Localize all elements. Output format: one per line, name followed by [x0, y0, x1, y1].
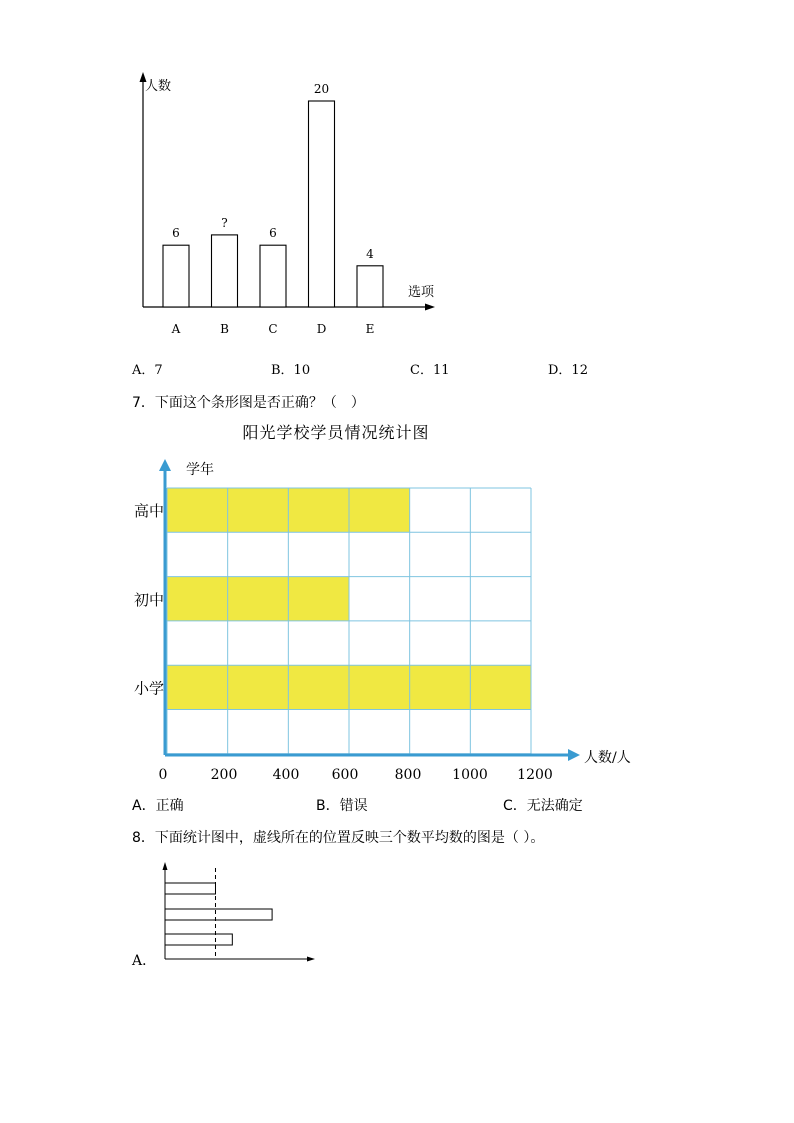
chart1-bar-C	[260, 245, 286, 307]
chart1-bar-E	[357, 266, 383, 307]
average-bar-chart-a	[0, 855, 794, 975]
q6-option-a[interactable]: A．7	[132, 363, 163, 378]
chart2-title: 阳光学校学员情况统计图	[242, 423, 430, 442]
q7-question: 7．下面这个条形图是否正确？（ ）	[132, 395, 365, 411]
chart2-bar-1	[167, 577, 349, 621]
chart1-category-A: A	[171, 322, 181, 336]
chart2-category-0: 高中	[133, 502, 164, 521]
chart1-bar-label-B: ?	[221, 215, 228, 230]
chart2-xlabel: 人数/人	[584, 750, 631, 766]
chart2-category-1: 初中	[133, 590, 164, 609]
q8-question: 8．下面统计图中，虚线所在的位置反映三个数平均数的图是（ ）。	[132, 830, 545, 846]
chart1-bar-label-C: 6	[269, 226, 277, 241]
q6-option-c[interactable]: C．11	[410, 363, 450, 378]
q7-option-c[interactable]: C．无法确定	[503, 798, 583, 814]
chart1-category-B: B	[220, 322, 229, 336]
chart3-bar-2	[165, 934, 232, 945]
chart3-bar-0	[165, 883, 215, 894]
chart2-tick-400: 400	[272, 767, 300, 783]
chart2-tick-800: 800	[394, 767, 422, 783]
chart1-bar-D	[309, 101, 335, 307]
chart1-xlabel: 选项	[408, 285, 435, 300]
chart2-ylabel: 学年	[186, 462, 214, 478]
q7-option-a[interactable]: A．正确	[132, 798, 184, 814]
chart2-tick-1000: 1000	[452, 767, 488, 783]
chart1-ylabel: 人数	[145, 79, 172, 94]
bar-chart-options	[0, 0, 794, 350]
q6-option-d[interactable]: D．12	[548, 363, 588, 378]
chart2-tick-200: 200	[210, 767, 238, 783]
horizontal-bar-chart-students	[0, 410, 794, 790]
chart1-bar-A	[163, 245, 189, 307]
chart1-bar-label-E: 4	[366, 246, 374, 261]
chart1-category-C: C	[268, 322, 278, 336]
chart1-bar-B	[212, 235, 238, 307]
q8-option-a[interactable]: A．	[132, 953, 157, 969]
chart2-tick-600: 600	[331, 767, 359, 783]
q6-option-b[interactable]: B．10	[271, 363, 311, 378]
chart1-category-E: E	[365, 322, 375, 336]
q7-option-b[interactable]: B．错误	[316, 798, 368, 814]
chart1-category-D: D	[316, 322, 327, 336]
chart2-tick-0: 0	[158, 767, 168, 783]
chart2-category-2: 小学	[133, 679, 164, 698]
chart1-bar-label-D: 20	[313, 82, 330, 96]
chart3-bar-1	[165, 909, 272, 920]
chart2-tick-1200: 1200	[517, 767, 553, 783]
chart1-bar-label-A: 6	[172, 226, 180, 241]
